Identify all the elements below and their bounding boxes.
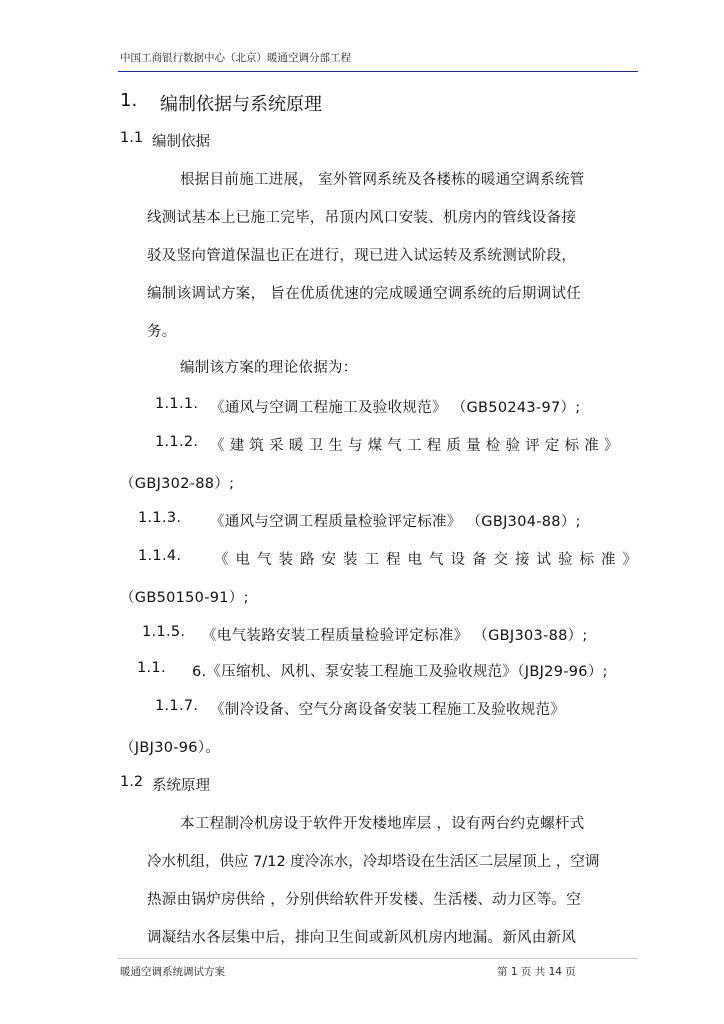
page-number: 1 (510, 966, 518, 978)
section-1-1-title: 编制依据 (152, 134, 210, 150)
paragraph-line: 编制该调试方案， 旨在优质优速的完成暖通空调系统的后期调试任 (147, 286, 582, 302)
section-1-2-number: 1.2 (120, 774, 144, 790)
paragraph-line: 驳及竖向管道保温也正在进行，现已进入试运转及系统测试阶段， (147, 248, 577, 264)
reference-text: 《建筑采暖卫生与煤气工程质量检验评定标准》 (210, 438, 624, 454)
reference-text: 6.《压缩机、风机、泵安装工程施工及验收规范》（JBJ29-96）; (192, 664, 608, 680)
page-suffix: 页 (565, 966, 576, 978)
page-total: 14 (548, 966, 562, 978)
header-rule (118, 71, 638, 72)
reference-number: 1.1.7. (155, 698, 199, 714)
reference-number: 1.1. (137, 660, 166, 676)
paragraph-line: 本工程制冷机房设于软件开发楼地库层 ，设有两台约克螺杆式 (180, 816, 585, 832)
reference-text-cont: （JBJ30-96）。 (120, 740, 221, 756)
paragraph-line: 根据目前施工进展， 室外管网系统及各楼栋的暖通空调系统管 (180, 172, 585, 188)
paragraph-line: 冷水机组，供应 7/12 度冷冻水，冷却塔设在生活区二层屋顶上 ，空调 (147, 854, 600, 870)
paragraph-line: 热源由锅炉房供给 ，分别供给软件开发楼、生活楼、动力区等。空 (147, 892, 582, 908)
reference-text-cont: （GBJ302-88）; (120, 476, 235, 492)
reference-text-cont: （GB50150-91）; (120, 590, 249, 606)
reference-text: 《电气装路安装工程质量检验评定标准》 （GBJ303-88）; (202, 628, 588, 644)
reference-number: 1.1.1. (155, 396, 199, 412)
basis-intro: 编制该方案的理论依据为： (180, 360, 358, 376)
section-1-1-number: 1.1 (120, 130, 144, 146)
section-1-2-title: 系统原理 (152, 778, 210, 794)
paragraph-line: 线测试基本上已施工完毕，吊顶内风口安装、机房内的管线设备接 (147, 210, 577, 226)
page-mid: 页 共 (520, 966, 546, 978)
page-header-title: 中国工商银行数据中心（北京）暖通空调分部工程 (120, 52, 351, 64)
section-1-title: 编制依据与系统原理 (160, 94, 322, 115)
page-prefix: 第 (497, 966, 508, 978)
reference-number: 1.1.5. (142, 624, 186, 640)
reference-text: 《通风与空调工程施工及验收规范》 （GB50243-97）; (210, 400, 581, 416)
paragraph-line: 调凝结水各层集中后，排向卫生间或新风机房内地漏。新风由新风 (147, 930, 577, 946)
reference-number: 1.1.3. (138, 510, 182, 526)
section-1-number: 1. (120, 90, 138, 111)
paragraph-line: 务。 (147, 324, 177, 340)
reference-number: 1.1.2. (155, 434, 199, 450)
footer-rule (118, 958, 638, 959)
reference-text: 《制冷设备、空气分离设备安装工程施工及验收规范》 (210, 702, 566, 718)
reference-number: 1.1.4. (138, 548, 182, 564)
footer-page-info (497, 964, 576, 979)
reference-text: 《电气装路安装工程电气设备交接试验标准》 (214, 552, 644, 568)
reference-text: 《通风与空调工程质量检验评定标准》 （GBJ304-88）; (210, 514, 581, 530)
footer-doc-title: 暖通空调系统调试方案 (120, 966, 225, 978)
